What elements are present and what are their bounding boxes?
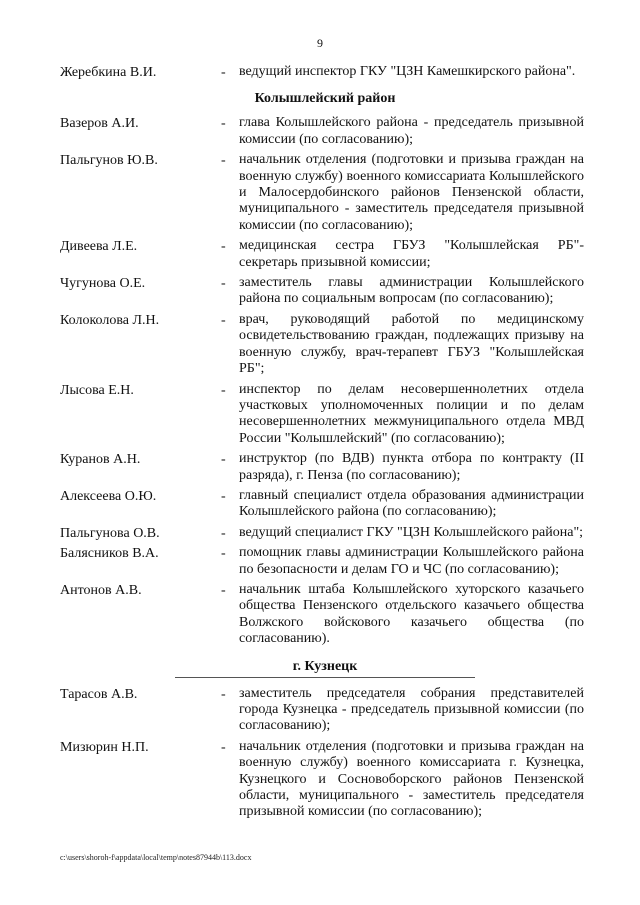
list-item	[60, 525, 590, 541]
section-heading	[60, 90, 590, 107]
file-path-footer: c:\users\shoroh-f\appdata\local\temp\notes87944b\113.docx	[60, 853, 252, 862]
list-item	[60, 238, 590, 271]
member-role: заместитель главы администрации Колышлейского района по социальным вопросам (по согласованию);	[239, 275, 584, 307]
member-name: Жеребкина В.И.	[60, 65, 157, 80]
member-name: Лысова Е.Н.	[60, 382, 134, 398]
member-role: инструктор (по ВДВ) пункта отбора по контракту (II разряда), г. Пенза (по согласованию);	[239, 451, 584, 483]
dash-separator: -	[221, 276, 226, 292]
list-item	[60, 275, 590, 308]
member-role: глава Колышлейского района - председатель призывной комиссии (по согласованию);	[239, 115, 584, 147]
section-heading	[60, 658, 590, 678]
list-item	[60, 64, 590, 80]
dash-separator: -	[221, 525, 226, 541]
member-name: Пальгунова О.В.	[60, 525, 160, 541]
member-role: главный специалист отдела образования администрации Колышлейского района (по согласованию);	[239, 487, 584, 520]
member-role: ведущий инспектор ГКУ "ЦЗН Камешкирского района".	[239, 64, 576, 79]
member-name: Алексеева О.Ю.	[60, 488, 157, 504]
member-name: Вазеров А.И.	[60, 116, 139, 132]
member-role: инспектор по делам несовершеннолетних отдела участковых уполномоченных полиции и по делам несовершеннолетних межмуниципального отдела МВД России "Колышлейский" (по согласованию);	[239, 381, 584, 446]
list-item	[60, 545, 590, 578]
page-number: 9	[317, 36, 323, 50]
list-item	[60, 312, 590, 378]
list-item	[60, 451, 590, 484]
member-name: Дивеева Л.Е.	[60, 239, 138, 255]
dash-separator: -	[221, 546, 226, 562]
dash-separator: -	[221, 488, 226, 504]
dash-separator: -	[221, 582, 226, 598]
member-name: Антонов А.В.	[60, 582, 142, 598]
commission-list	[60, 64, 590, 821]
list-item	[60, 686, 590, 735]
member-name: Чугунова О.Е.	[60, 276, 146, 292]
member-name: Тарасов А.В.	[60, 686, 138, 702]
dash-separator: -	[221, 686, 226, 702]
dash-separator: -	[221, 153, 226, 169]
member-name: Мизюрин Н.П.	[60, 739, 149, 755]
member-role: врач, руководящий работой по медицинскому освидетельствованию граждан, подлежащих призыву на военную службу, врач-терапевт ГБУЗ "Колышлейская РБ";	[239, 311, 584, 377]
list-item	[60, 582, 590, 648]
heading-divider	[175, 677, 475, 678]
dash-separator: -	[221, 312, 226, 328]
dash-separator: -	[221, 116, 226, 132]
dash-separator: -	[221, 739, 226, 755]
member-role: начальник отделения (подготовки и призыва граждан на военную службу) военного комиссариата г. Кузнецка, Кузнецкого и Сосновоборского районов Пензенской области, муниципального - заместитель председателя призывной комиссии (по согласованию);	[239, 738, 584, 820]
list-item	[60, 382, 590, 448]
list-item	[60, 152, 590, 234]
list-item	[60, 739, 590, 821]
section-heading-text: г. Кузнецк	[292, 658, 358, 674]
member-role: начальник штаба Колышлейского хуторского казачьего общества Пензенского отдельского казачьего общества Волжского войскового казачьего общества (по согласованию).	[239, 581, 584, 647]
list-item	[60, 115, 590, 148]
member-role: медицинская сестра ГБУЗ "Колышлейская РБ"- секретарь призывной комиссии;	[239, 238, 584, 270]
dash-separator: -	[221, 452, 226, 468]
section-heading-text: Колышлейский район	[254, 91, 396, 107]
member-role: ведущий специалист ГКУ "ЦЗН Колышлейского района";	[239, 524, 584, 540]
dash-separator: -	[221, 65, 226, 80]
member-name: Куранов А.Н.	[60, 452, 141, 468]
member-role: заместитель председателя собрания представителей города Кузнецка - председатель призывной комиссии (по согласованию);	[239, 685, 584, 734]
list-item	[60, 488, 590, 521]
member-role: помощник главы администрации Колышлейского района по безопасности и делам ГО и ЧС (по согласованию);	[239, 545, 584, 577]
member-name: Балясников В.А.	[60, 546, 159, 562]
dash-separator: -	[221, 382, 226, 398]
member-name: Колоколова Л.Н.	[60, 312, 160, 328]
member-name: Пальгунов Ю.В.	[60, 153, 158, 169]
dash-separator: -	[221, 239, 226, 255]
member-role: начальник отделения (подготовки и призыва граждан на военную службу) военного комиссариата Колышлейского и Малосердобинского районов Пензенской области, муниципального - заместитель председателя призывной комиссии (по согласованию);	[239, 152, 584, 233]
